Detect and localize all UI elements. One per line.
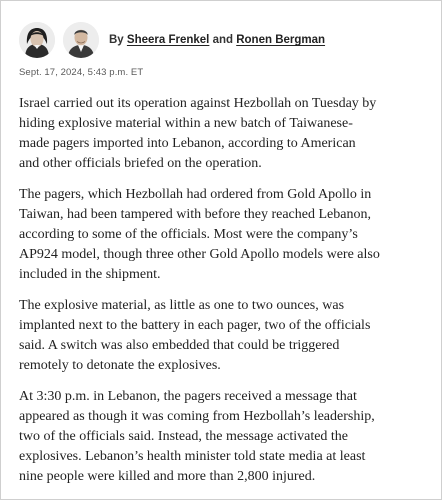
paragraph-line: The explosive material, as little as one to two ounces, was	[19, 298, 345, 313]
article-body	[19, 94, 429, 487]
paragraph-line: according to some of the officials. Most were the company’s	[19, 227, 358, 242]
paragraph-line: two of the officials said. Instead, the message activated the	[19, 429, 349, 444]
author-photo-icon	[63, 22, 99, 58]
paragraph-line: included in the shipment.	[19, 267, 161, 282]
author-link-ronen-bergman[interactable]: Ronen Bergman	[236, 34, 326, 46]
article-paragraph	[19, 94, 429, 174]
paragraph-line: appeared as though it was coming from Hezbollah’s leadership,	[19, 409, 375, 424]
paragraph-line: The pagers, which Hezbollah had ordered from Gold Apollo in	[19, 187, 372, 202]
paragraph-line: remotely to detonate the explosives.	[19, 358, 221, 373]
paragraph-line: explosives. Lebanon’s health minister told state media at least	[19, 449, 366, 464]
article-paragraph	[19, 296, 429, 376]
paragraph-line: AP924 model, though three other Gold Apollo models were also	[19, 247, 380, 262]
author-link-sheera-frenkel[interactable]: Sheera Frenkel	[126, 34, 210, 46]
byline	[109, 34, 325, 46]
paragraph-line: Taiwan, had been tampered with before they reached Lebanon,	[19, 207, 371, 222]
byline-joiner: and	[209, 34, 237, 46]
byline-row	[19, 21, 429, 59]
paragraph-line: hiding explosive material within a new batch of Taiwanese-	[19, 116, 353, 131]
paragraph-line: At 3:30 p.m. in Lebanon, the pagers received a message that	[19, 389, 357, 404]
paragraph-line: made pagers imported into Lebanon, according to American	[19, 136, 356, 151]
author-photo-icon	[19, 22, 55, 58]
article	[19, 21, 429, 498]
publish-timestamp: Sept. 17, 2024, 5:43 p.m. ET	[19, 67, 144, 78]
paragraph-line: Israel carried out its operation against Hezbollah on Tuesday by	[19, 96, 377, 111]
paragraph-line: implanted next to the battery in each pager, two of the officials	[19, 318, 371, 333]
author-avatar-ronen-bergman[interactable]	[63, 22, 99, 58]
author-avatar-sheera-frenkel[interactable]	[19, 22, 55, 58]
paragraph-line: nine people were killed and more than 2,800 injured.	[19, 469, 316, 484]
article-paragraph	[19, 185, 429, 285]
byline-prefix: By	[109, 34, 127, 46]
paragraph-line: and other officials briefed on the operation.	[19, 156, 262, 171]
article-paragraph	[19, 387, 429, 487]
paragraph-line: said. A switch was also embedded that could be triggered	[19, 338, 340, 353]
